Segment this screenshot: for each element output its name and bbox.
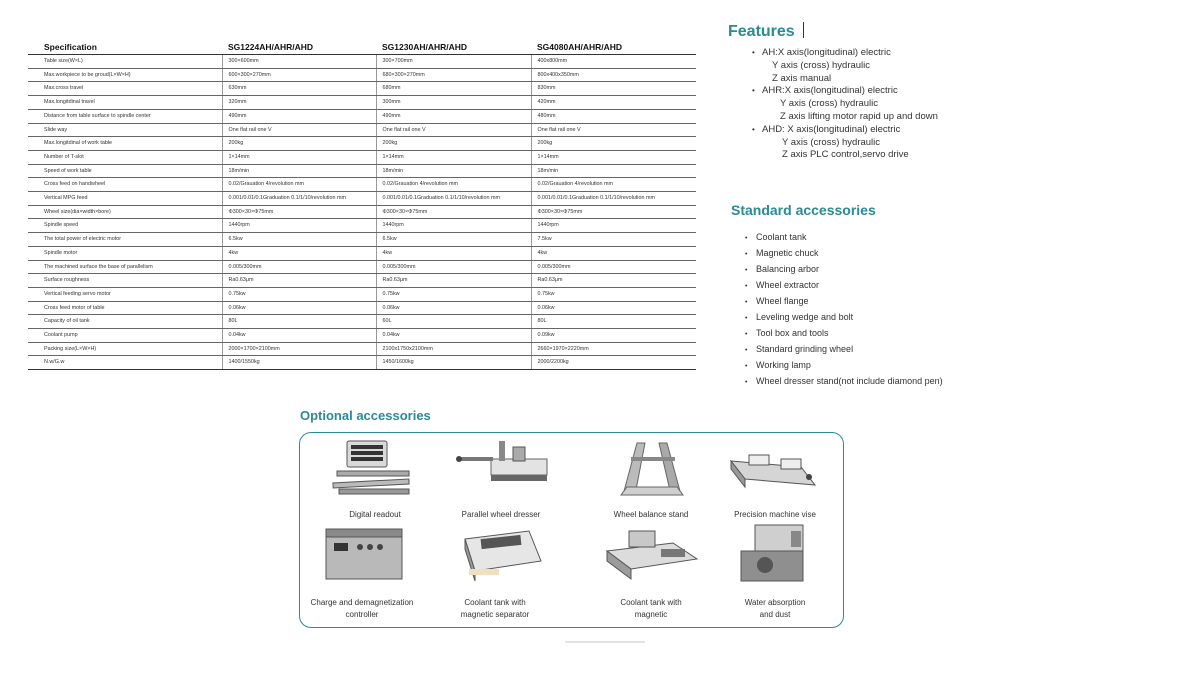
table-row (28, 192, 696, 206)
spec-value: 480mm (531, 109, 696, 123)
spec-value: 1440rpm (531, 219, 696, 233)
features-title-text: Features (728, 23, 795, 40)
spec-value: 7.5kw (531, 233, 696, 247)
spec-value: One flat rail one V (531, 123, 696, 137)
spec-value: 300×600mm (222, 55, 376, 69)
spec-value: 490mm (222, 109, 376, 123)
model-header: SG4080AH/AHR/AHD (531, 40, 696, 55)
spec-value: 200kg (531, 137, 696, 151)
spec-body (28, 55, 696, 370)
model-header: SG1224AH/AHR/AHD (222, 40, 376, 55)
coolant-tank-magnetic-icon (601, 525, 701, 587)
standard-accessories-list (745, 230, 943, 390)
table-row (28, 137, 696, 151)
spec-value: 680×300×270mm (376, 68, 531, 82)
accessory-water-absorption-dust (710, 521, 840, 621)
precision-machine-vise-icon (725, 437, 825, 499)
list-item (752, 47, 938, 60)
list-item: • Wheel dresser stand(not include diamond pen) (745, 374, 943, 390)
spec-value: 2000×1700×2100mm (222, 342, 376, 356)
list-item (752, 149, 938, 162)
list-item: • Standard grinding wheel (745, 342, 943, 358)
table-row (28, 287, 696, 301)
accessory-precision-machine-vise (710, 437, 840, 521)
list-item: • Magnetic chuck (745, 246, 943, 262)
spec-value: 0.005/300mm (222, 260, 376, 274)
accessory-caption (586, 509, 716, 521)
spec-label: Vertical feeding servo motor (28, 287, 222, 301)
spec-label: N.w/G.w (28, 356, 222, 370)
list-item: • Tool box and tools (745, 326, 943, 342)
caption-line: magnetic separator (460, 610, 530, 619)
spec-label: Max.longitdinal travel (28, 96, 222, 110)
spec-value: 0.09kw (531, 329, 696, 343)
table-row (28, 82, 696, 96)
table-row (28, 315, 696, 329)
model-header: SG1230AH/AHR/AHD (376, 40, 531, 55)
list-item (752, 124, 938, 137)
caption-line: Coolant tank with (464, 598, 526, 607)
spec-value: 420mm (531, 96, 696, 110)
accessory-caption (710, 509, 840, 521)
spec-value: 18m/min (222, 164, 376, 178)
spec-value: 0.02/Grauation 4/revolution mm (222, 178, 376, 192)
spec-value: 0.75kw (376, 287, 531, 301)
spec-value: Φ300×30×Φ75mm (376, 205, 531, 219)
list-item: • Wheel extractor (745, 278, 943, 294)
features-title (728, 22, 804, 41)
table-row (28, 164, 696, 178)
spec-label: Number of T-slot (28, 150, 222, 164)
text-cursor (803, 22, 804, 38)
spec-label: The machined surface the base of parallelism (28, 260, 222, 274)
spec-value: 1450/1600kg (376, 356, 531, 370)
standard-accessories-title: Standard accessories (731, 202, 876, 218)
spec-value: 0.06kw (222, 301, 376, 315)
spec-value: 2660×1970×2220mm (531, 342, 696, 356)
spec-label: Capacity of oil tank (28, 315, 222, 329)
spec-label: Max.workpiece to be groud(L×W×H) (28, 68, 222, 82)
caption-line: magnetic (634, 610, 668, 619)
accessory-parallel-wheel-dresser (436, 437, 566, 521)
spec-value: 0.005/300mm (531, 260, 696, 274)
feature-text: Y axis (cross) hydraulic (772, 59, 871, 71)
spec-value: 1×14mm (376, 150, 531, 164)
accessory-coolant-tank-separator (430, 521, 560, 621)
spec-value: Φ300×30×Φ75mm (222, 205, 376, 219)
spec-value: One flat rail one V (376, 123, 531, 137)
table-row (28, 301, 696, 315)
spec-value: 1440rpm (376, 219, 531, 233)
spec-value: 300×700mm (376, 55, 531, 69)
list-item (752, 98, 938, 111)
list-item: • Balancing arbor (745, 262, 943, 278)
spec-header-row (28, 40, 696, 55)
accessory-caption (710, 597, 840, 621)
spec-header: Specification (28, 40, 222, 55)
table-row (28, 150, 696, 164)
spec-label: Coolant pump (28, 329, 222, 343)
digital-readout-icon (325, 437, 425, 499)
feature-text: AH:X axis(longitudinal) electric (762, 47, 891, 58)
coolant-tank-separator-icon (445, 521, 545, 583)
list-item: • Leveling wedge and bolt (745, 310, 943, 326)
caption-line: Coolant tank with (620, 598, 682, 607)
table-row (28, 219, 696, 233)
spec-label: The total power of electric motor (28, 233, 222, 247)
table-row (28, 342, 696, 356)
caption-line: Charge and demagnetization (310, 598, 414, 607)
table-row (28, 55, 696, 69)
table-row (28, 178, 696, 192)
table-row (28, 96, 696, 110)
feature-text: AHR:X axis(longitudinal) electric (762, 85, 898, 97)
spec-value: 490mm (376, 109, 531, 123)
list-item: • Working lamp (745, 358, 943, 374)
spec-value: 4kw (376, 246, 531, 260)
features-list (752, 47, 938, 162)
feature-text: Z axis manual (772, 72, 832, 84)
spec-value: 2000/2200kg (531, 356, 696, 370)
spec-label: Max.cross travel (28, 82, 222, 96)
spec-label: Vertical MPG feed (28, 192, 222, 206)
spec-value: 4kw (222, 246, 376, 260)
table-row (28, 274, 696, 288)
spec-value: 0.06kw (531, 301, 696, 315)
spec-value: 680mm (376, 82, 531, 96)
table-row (28, 123, 696, 137)
bottom-divider (565, 641, 645, 643)
spec-value: 2100x1750x2100mm (376, 342, 531, 356)
spec-label: Surface roughness (28, 274, 222, 288)
parallel-wheel-dresser-icon (451, 437, 551, 499)
spec-label: Distance from table surface to spindle center (28, 109, 222, 123)
spec-value: 1×14mm (222, 150, 376, 164)
feature-text: Y axis (cross) hydraulic (782, 136, 881, 148)
spec-value: 0.04kw (222, 329, 376, 343)
spec-value: 1×14mm (531, 150, 696, 164)
caption-line: Precision machine vise (734, 510, 816, 519)
caption-line: Digital readout (349, 510, 401, 519)
spec-value: 0.04kw (376, 329, 531, 343)
spec-value: 0.02/Grauation 4/revolution mm (531, 178, 696, 192)
spec-value: 200kg (222, 137, 376, 151)
accessory-wheel-balance-stand (586, 437, 716, 521)
caption-line: Wheel balance stand (613, 510, 689, 519)
spec-value: 0.75kw (531, 287, 696, 301)
accessory-caption (586, 597, 716, 621)
spec-value: Ra0.63μm (531, 274, 696, 288)
table-row (28, 260, 696, 274)
water-absorption-dust-icon (725, 521, 825, 583)
spec-value: 80L (222, 315, 376, 329)
spec-label: Spindle speed (28, 219, 222, 233)
feature-text: Y axis (cross) hydraulic (780, 98, 879, 110)
spec-value: 4kw (531, 246, 696, 260)
spec-value: 60L (376, 315, 531, 329)
spec-value: 0.001/0.01/0.1Graduation 0.1/1/10/revolution mm (376, 192, 531, 206)
spec-value: 830mm (531, 82, 696, 96)
spec-value: 0.001/0.01/0.1Graduation 0.1/1/10/revolution mm (222, 192, 376, 206)
optional-accessories-title: Optional accessories (300, 408, 431, 423)
accessory-caption (436, 509, 566, 521)
spec-value: Ra0.63μm (376, 274, 531, 288)
spec-value: 630mm (222, 82, 376, 96)
accessory-caption (310, 509, 440, 521)
feature-text: AHD: X axis(longitudinal) electric (762, 123, 901, 135)
spec-value: 1400/1550kg (222, 356, 376, 370)
table-row (28, 205, 696, 219)
table-row (28, 356, 696, 370)
spec-value: 800x400x350mm (531, 68, 696, 82)
spec-value: 320mm (222, 96, 376, 110)
spec-value: 6.5kw (376, 233, 531, 247)
bullet-icon: • (752, 86, 755, 96)
list-item: • Wheel flange (745, 294, 943, 310)
list-item (752, 137, 938, 150)
list-item (752, 73, 938, 86)
spec-value: 300mm (376, 96, 531, 110)
spec-value: One flat rail one V (222, 123, 376, 137)
spec-value: Ra0.63μm (222, 274, 376, 288)
spec-value: Φ300×30×Φ75mm (531, 205, 696, 219)
spec-value: 0.001/0.01/0.1Graduation 0.1/1/10/revolution mm (531, 192, 696, 206)
spec-value: 0.005/300mm (376, 260, 531, 274)
list-item (752, 85, 938, 98)
spec-label: Cross feed motor of table (28, 301, 222, 315)
accessory-coolant-tank-magnetic (586, 525, 716, 621)
table-row (28, 68, 696, 82)
spec-value: 18m/min (376, 164, 531, 178)
list-item (752, 111, 938, 124)
spec-value: 6.5kw (222, 233, 376, 247)
list-item: • Coolant tank (745, 230, 943, 246)
feature-text: Z axis lifting motor rapid up and down (780, 110, 938, 122)
table-row (28, 233, 696, 247)
spec-value: 200kg (376, 137, 531, 151)
spec-label: Spindle motor (28, 246, 222, 260)
table-row (28, 246, 696, 260)
spec-value: 0.75kw (222, 287, 376, 301)
spec-label: Table size(W×L) (28, 55, 222, 69)
spec-value: 18m/min (531, 164, 696, 178)
caption-line: and dust (759, 610, 791, 619)
table-row (28, 109, 696, 123)
accessory-demagnetization-controller (297, 525, 427, 621)
optional-accessories-panel (299, 432, 844, 628)
spec-value: 600×300×270mm (222, 68, 376, 82)
accessory-caption (430, 597, 560, 621)
accessory-caption (297, 597, 427, 621)
accessory-digital-readout (310, 437, 440, 521)
feature-text: Z axis PLC control,servo drive (782, 149, 909, 161)
spec-value: 0.06kw (376, 301, 531, 315)
spec-label: Cross feed on handwheel (28, 178, 222, 192)
specification-table (28, 40, 696, 370)
wheel-balance-stand-icon (601, 437, 701, 499)
spec-label: Speed of work table (28, 164, 222, 178)
caption-line: controller (345, 610, 379, 619)
spec-value: 1440rpm (222, 219, 376, 233)
spec-label: Wheel size(dia×width×bore) (28, 205, 222, 219)
spec-label: Slide way (28, 123, 222, 137)
spec-value: 400x800mm (531, 55, 696, 69)
spec-value: 80L (531, 315, 696, 329)
list-item (752, 60, 938, 73)
bullet-icon: • (752, 124, 755, 134)
caption-line: Parallel wheel dresser (461, 510, 541, 519)
caption-line: Water absorption (744, 598, 806, 607)
spec-value: 0.02/Grauation 4/revolution mm (376, 178, 531, 192)
demagnetization-controller-icon (312, 525, 412, 587)
spec-label: Packing size(L×W×H) (28, 342, 222, 356)
bullet-icon: • (752, 48, 755, 57)
table-row (28, 329, 696, 343)
spec-label: Max.longitdinal of work table (28, 137, 222, 151)
